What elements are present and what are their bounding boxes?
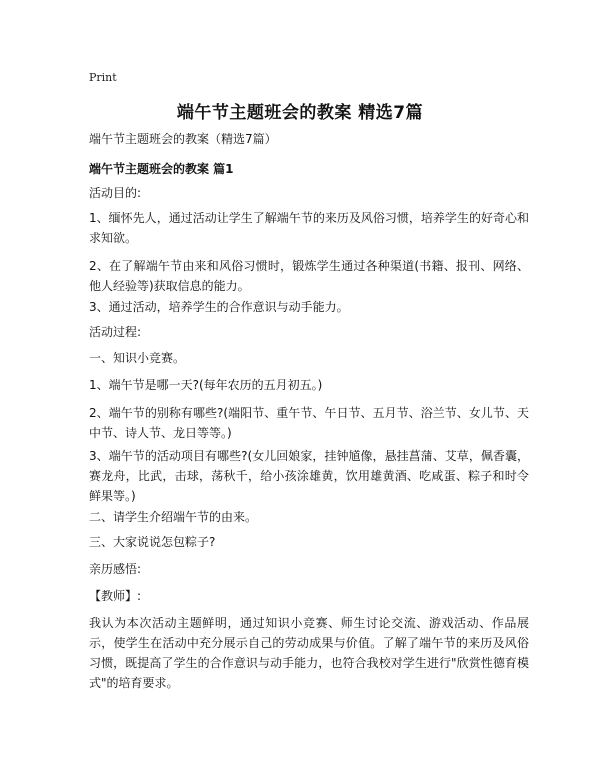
quiz-item-2: 2、端午节的别称有哪些?(端阳节、重午节、午日节、五月节、浴兰节、女儿节、天中节、诗人节、龙日等等。) bbox=[89, 406, 529, 440]
document-title: 端午节主题班会的教案 精选7篇 bbox=[176, 103, 424, 123]
item-three: 三、大家说说怎包粽子? bbox=[89, 535, 216, 549]
feeling-label: 亲历感悟: bbox=[89, 562, 142, 576]
purpose-item-2: 2、在了解端午节由来和风俗习惯时，锻炼学生通过各种渠道(书籍、报刊、网络、他人经验等)获取信息的能力。 bbox=[89, 259, 529, 293]
quiz-heading: 一、知识小竞赛。 bbox=[89, 351, 186, 365]
quiz-item-3: 3、端午节的活动项目有哪些?(女儿回娘家，挂钟馗像，悬挂菖蒲、艾草，佩香囊，赛龙舟，比武，击球，荡秋千，给小孩涂雄黄，饮用雄黄酒、吃咸蛋、粽子和时令鲜果等。) bbox=[89, 449, 529, 503]
teacher-label: 【教师】: bbox=[89, 589, 142, 603]
document-subtitle: 端午节主题班会的教案（精选7篇） bbox=[89, 132, 277, 146]
teacher-text: 我认为本次活动主题鲜明，通过知识小竞赛、师生讨论交流、游戏活动、作品展示，使学生在活动中充分展示自己的劳动成果与价值。了解了端午节的来历及风俗习惯，既提高了学生的合作意识与动手能力，也符合我校对学生进行"欣赏性德育模式"的培育要求。 bbox=[89, 616, 529, 690]
print-link[interactable]: Print bbox=[89, 71, 117, 84]
purpose-item-1: 1、缅怀先人，通过活动让学生了解端午节的来历及风俗习惯，培养学生的好奇心和求知欲。 bbox=[89, 211, 529, 245]
purpose-label: 活动目的: bbox=[89, 186, 142, 200]
process-label: 活动过程: bbox=[89, 325, 142, 339]
item-two: 二、请学生介绍端午节的由来。 bbox=[89, 510, 258, 524]
purpose-item-3: 3、通过活动，培养学生的合作意识与动手能力。 bbox=[89, 300, 349, 314]
section-heading: 端午节主题班会的教案 篇1 bbox=[89, 162, 234, 176]
quiz-item-1: 1、端午节是哪一天?(每年农历的五月初五。) bbox=[89, 378, 323, 392]
